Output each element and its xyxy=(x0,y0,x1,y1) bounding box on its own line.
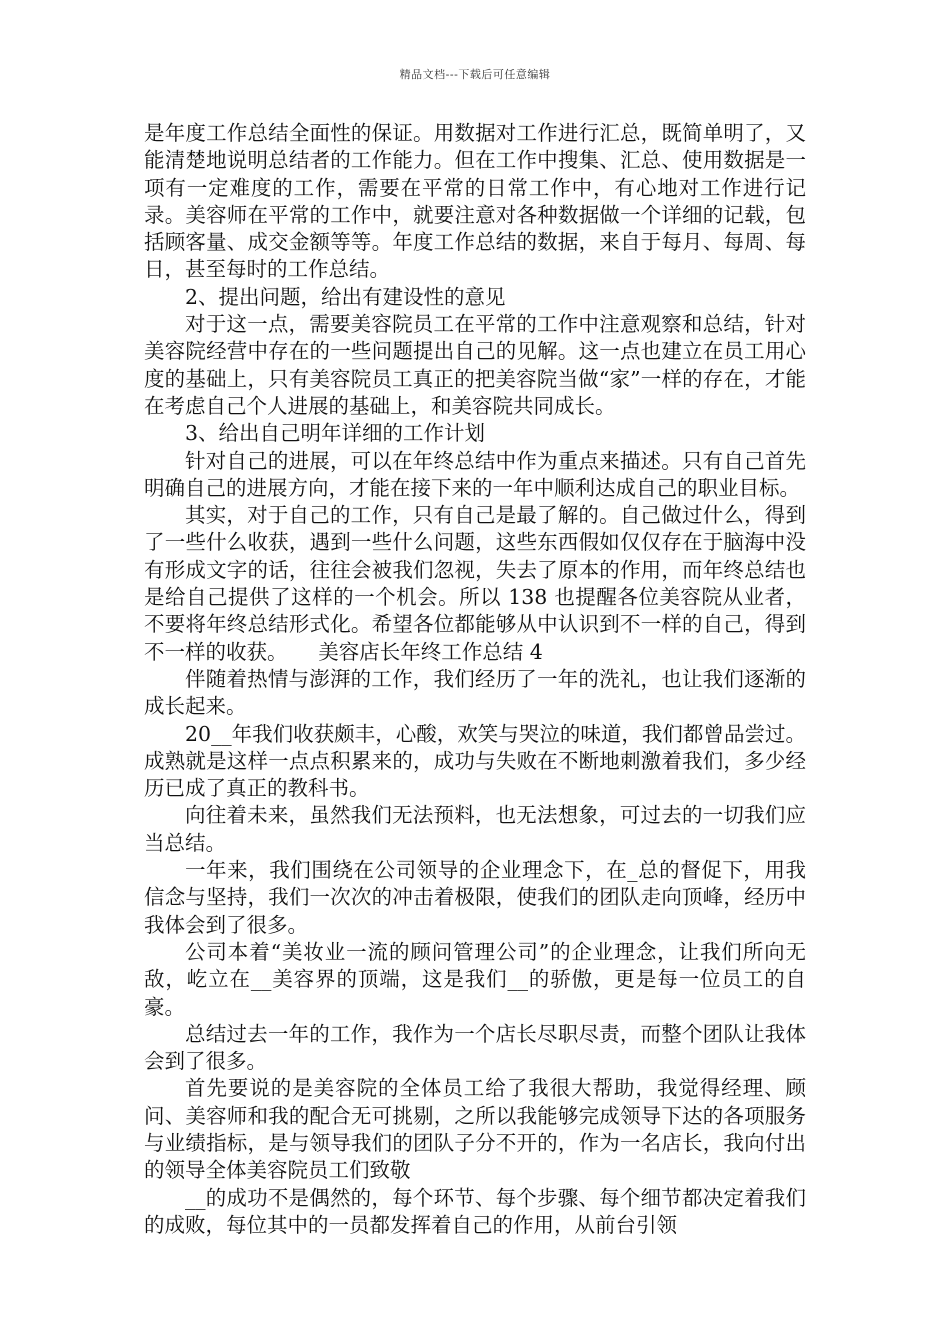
paragraph-8: 20__年我们收获颇丰，心酸，欢笑与哭泣的味道，我们都曾品尝过。成熟就是这样一点点积累来的，成功与失败在不断地刺激着我们，多少经历已成了真正的教科书。 xyxy=(144,721,806,801)
paragraph-14: __的成功不是偶然的，每个环节、每个步骤、每个细节都决定着我们的成败，每位其中的一员都发挥着自己的作用，从前台引领 xyxy=(144,1185,806,1237)
paragraph-5: 针对自己的进展，可以在年终总结中作为重点来描述。只有自己首先明确自己的进展方向，才能在接下来的一年中顺利达成自己的职业目标。 xyxy=(144,448,806,500)
paragraph-2: 2、提出问题，给出有建设性的意见 xyxy=(185,284,506,309)
paragraph-4: 3、给出自己明年详细的工作计划 xyxy=(185,421,486,446)
paragraph-3: 对于这一点，需要美容院员工在平常的工作中注意观察和总结，针对美容院经营中存在的一些问题提出自己的见解。这一点也建立在员工用心度的基础上，只有美容院员工真正的把美容院当做“家”一样的存在，才能在考虑自己个人进展的基础上，和美容院共同成长。 xyxy=(144,312,806,418)
paragraph-12: 总结过去一年的工作，我作为一个店长尽职尽责，而整个团队让我体会到了很多。 xyxy=(144,1021,806,1074)
paragraph-1: 是年度工作总结全面性的保证。用数据对工作进行汇总，既简单明了，又能清楚地说明总结者的工作能力。但在工作中搜集、汇总、使用数据是一项有一定难度的工作，需要在平常的日常工作中，有心地对工作进行记录。美容师在平常的工作中，就要注意对各种数据做一个详细的记载，包括顾客量、成交金额等等。年度工作总结的数据，来自于每月、每周、每日，甚至每时的工作总结。 xyxy=(144,121,806,282)
paragraph-7: 伴随着热情与澎湃的工作，我们经历了一年的洗礼，也让我们逐渐的成长起来。 xyxy=(144,666,806,719)
document-body xyxy=(144,120,806,1239)
paragraph-11: 公司本着“美妆业一流的顾问管理公司”的企业理念，让我们所向无敌，屹立在__美容界的顶端，这是我们__的骄傲，更是每一位员工的自豪。 xyxy=(144,939,806,1019)
page-header: 精品文档---下载后可任意编辑 xyxy=(399,68,551,81)
paragraph-6: 其实，对于自己的工作，只有自己是最了解的。自己做过什么，得到了一些什么收获，遇到一些什么问题，这些东西假如仅仅存在于脑海中没有形成文字的话，往往会被我们忽视，失去了原本的作用，而年终总结也是给自己提供了这样的一个机会。所以 138 也提醒各位美容院从业者，不要将年终总结形式化。希望各位都能够从中认识到不一样的自己，得到不一样的收获。 美容店长年终工作总结 4 xyxy=(144,503,806,664)
paragraph-9: 向往着未来，虽然我们无法预料，也无法想象，可过去的一切我们应当总结。 xyxy=(144,803,806,855)
paragraph-13: 首先要说的是美容院的全体员工给了我很大帮助，我觉得经理、顾问、美容师和我的配合无可挑剔，之所以我能够完成领导下达的各项服务与业绩指标，是与领导我们的团队子分不开的，作为一名店长，我向付出的领导全体美容院员工们致敬 xyxy=(144,1076,806,1183)
paragraph-10: 一年来，我们围绕在公司领导的企业理念下，在_总的督促下，用我信念与坚持，我们一次次的冲击着极限，使我们的团队走向顶峰，经历中我体会到了很多。 xyxy=(144,858,806,937)
